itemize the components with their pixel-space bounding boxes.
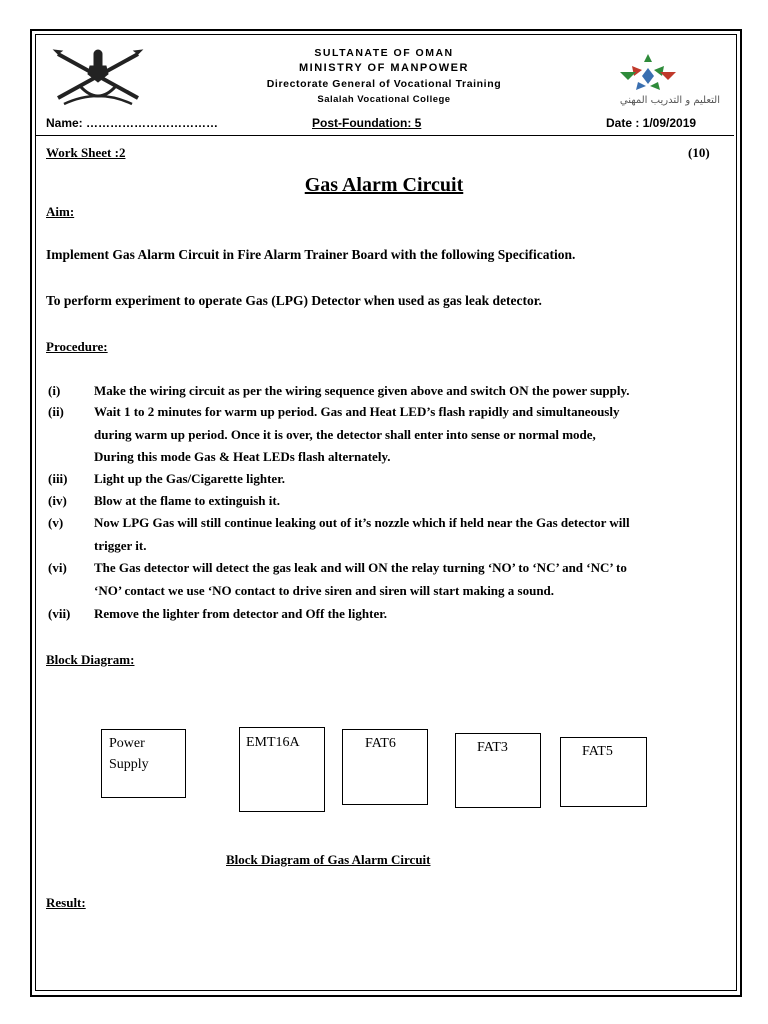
step-number: (vii): [48, 606, 71, 621]
block-power-supply: [101, 729, 186, 798]
aim-text-line-2: To perform experiment to operate Gas (LPG) Detector when used as gas leak detector.: [46, 293, 542, 308]
step-number: (iv): [48, 493, 67, 508]
block-fat5: [560, 737, 647, 807]
page-title: Gas Alarm Circuit: [304, 174, 464, 196]
step-text: Blow at the flame to extinguish it.: [94, 493, 280, 508]
step-number: (iii): [48, 471, 68, 486]
step-number: (vi): [48, 560, 67, 575]
block-label: FAT6: [365, 736, 396, 751]
procedure-heading: Procedure:: [46, 339, 108, 354]
aim-text-line-1: Implement Gas Alarm Circuit in Fire Alarm Trainer Board with the following Specification.: [46, 247, 576, 262]
aim-heading: Aim:: [46, 204, 75, 219]
block-diagram-caption: Block Diagram of Gas Alarm Circuit: [226, 852, 431, 867]
step-text: Wait 1 to 2 minutes for warm up period. Gas and Heat LED’s flash rapidly and simultaneously: [94, 404, 620, 419]
header-college: Salalah Vocational College: [317, 94, 451, 105]
block-label: Power Supply: [109, 736, 149, 772]
step-number: (ii): [48, 404, 64, 419]
date-label: Date : 1/09/2019: [606, 116, 697, 130]
step-text: ‘NO’ contact we use ‘NO contact to drive siren and siren will start making a sound.: [94, 583, 555, 598]
header-directorate: Directorate General of Vocational Training: [266, 78, 502, 90]
step-text: Light up the Gas/Cigarette lighter.: [94, 471, 286, 486]
worksheet-label: Work Sheet :2: [46, 145, 126, 160]
step-number: (v): [48, 515, 64, 530]
marks-label: (10): [688, 145, 710, 160]
step-text: Now LPG Gas will still continue leaking out of it’s nozzle which if held near the Gas detector will: [94, 515, 630, 530]
course-label: Post-Foundation: 5: [312, 116, 422, 130]
step-number: (i): [48, 383, 61, 398]
step-text: trigger it.: [94, 538, 147, 553]
name-field-label: Name: ……………………………: [46, 116, 219, 130]
step-text: During this mode Gas & Heat LEDs flash alternately.: [94, 449, 391, 464]
arabic-caption: التعليم و التدريب المهني: [619, 95, 720, 106]
header-divider: [36, 135, 734, 136]
block-diagram-heading: Block Diagram:: [46, 652, 135, 667]
block-emt16a: [239, 727, 325, 812]
step-text: during warm up period. Once it is over, the detector shall enter into sense or normal mode,: [94, 427, 596, 442]
block-label: FAT5: [582, 744, 613, 759]
block-label: FAT3: [477, 740, 508, 755]
block-fat3: [455, 733, 541, 808]
step-text: Make the wiring circuit as per the wiring sequence given above and switch ON the power supply.: [94, 383, 630, 398]
step-text: The Gas detector will detect the gas leak and will ON the relay turning ‘NO’ to ‘NC’ and ‘NC’ to: [94, 560, 627, 575]
block-fat6: [342, 729, 428, 805]
block-label: EMT16A: [246, 735, 300, 750]
step-text: Remove the lighter from detector and Off the lighter.: [94, 606, 388, 621]
result-heading: Result:: [46, 895, 86, 910]
vocational-training-logo: [612, 50, 684, 92]
header-country: SULTANATE OF OMAN: [314, 47, 454, 59]
header-ministry: MINISTRY OF MANPOWER: [299, 62, 469, 74]
